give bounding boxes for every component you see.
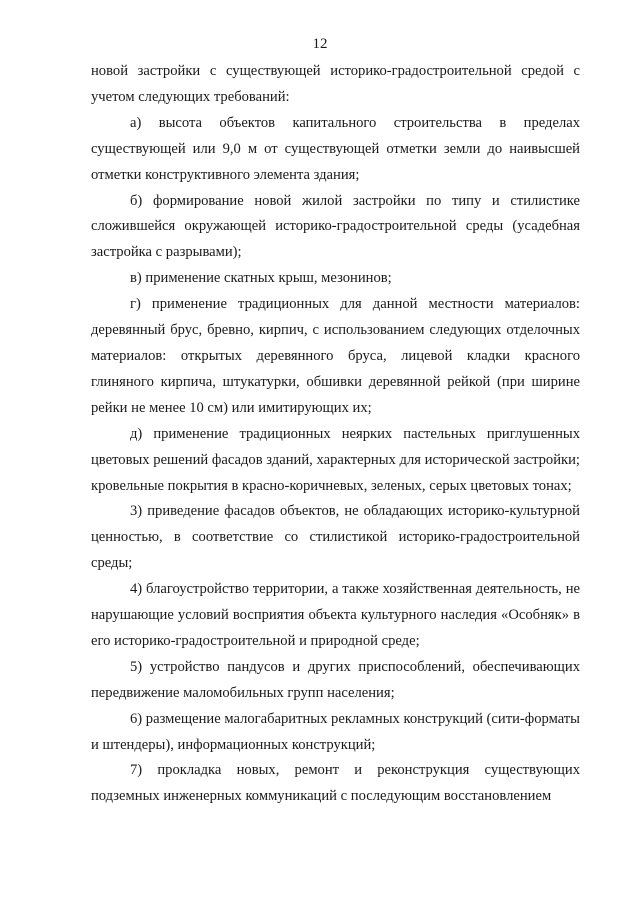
page-number: 12 — [312, 36, 328, 52]
paragraph-item-v: в) применение скатных крыш, мезонинов; — [130, 270, 392, 287]
paragraph-item-a: а) высота объектов капитального строительства в пределах существующей или 9,0 м от существующей отметки земли до наивысшей отметки конструктивного элемента здания; — [91, 114, 580, 183]
paragraph-item-4: 4) благоустройство территории, а также хозяйственная деятельность, не нарушающие условий восприятия объекта культурного наследия «Особняк» в его историко-градостроительной и природной среде; — [91, 581, 580, 649]
paragraph-item-g: г) применение традиционных для данной местности материалов: деревянный брус, бревно, кирпич, с использованием следующих отделочных материалов: открытых деревянного бруса, лицевой кладки красного глиняного кирпича, штукатурки, обшивки деревянной рейкой (при ширине рейки не менее 10 см) или имитирующих их; — [91, 296, 580, 416]
paragraph-continuation: новой застройки с существующей историко-градостроительной средой с учетом следующих требований: — [91, 63, 580, 105]
body-text — [91, 59, 580, 810]
paragraph-item-d: д) применение традиционных неярких пастельных приглушенных цветовых решений фасадов зданий, характерных для исторической застройки; кровельные покрытия в красно-коричневых, зеленых, серых цветовых тонах; — [91, 425, 580, 494]
paragraph-item-6: 6) размещение малогабаритных рекламных конструкций (сити-форматы и штендеры), информационных конструкций; — [91, 710, 580, 753]
paragraph-item-5: 5) устройство пандусов и других приспособлений, обеспечивающих передвижение маломобильных групп населения; — [91, 658, 580, 701]
paragraph-item-7: 7) прокладка новых, ремонт и реконструкция существующих подземных инженерных коммуникаций с последующим восстановлением — [91, 762, 580, 805]
paragraph-item-3: 3) приведение фасадов объектов, не обладающих историко-культурной ценностью, в соответствие со стилистикой историко-градостроительной среды; — [91, 503, 580, 572]
paragraph-item-b: б) формирование новой жилой застройки по типу и стилистике сложившейся окружающей историко-градостроительной среды (усадебная застройка с разрывами); — [91, 192, 580, 261]
